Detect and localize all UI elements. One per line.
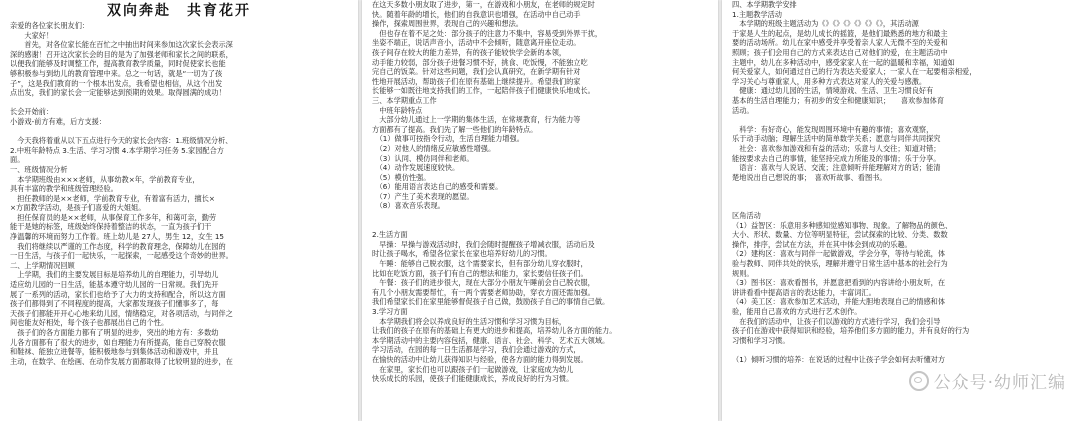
text-line: 担任保育员的是××老师，从事保育工作多年，和蔼可亲，勤劳 [10, 212, 217, 222]
document-page-2 [362, 0, 718, 421]
text-line: 子”，这是我们教育的一个根本出发点，我希望也相信，从这个出发 [10, 78, 223, 88]
document-page-3 [722, 0, 1080, 421]
text-line: 能按要求去自己的事情，能坚持完成力所能及的事情；乐于分享。 [732, 153, 941, 163]
text-line [10, 98, 348, 108]
text-line: 点出发，我们的家长会一定能够达到预期的效果。取得圆满的成功！ [10, 88, 226, 98]
text-line: 深的感谢！召开这次家长会的目的是为了加强老师和家长之间的联系， [10, 49, 233, 59]
text-line [732, 182, 1070, 192]
text-line: 孩子们都得到了不同程度的提高，大家都发现孩子们懂事多了，每 [10, 299, 219, 309]
text-line: 习惯和学习习惯。 [732, 335, 790, 345]
watermark [909, 368, 1066, 393]
text-line: 在这天多数小朋友取了进步，第一，在游戏和小朋友，在老师的规定时 [372, 0, 595, 9]
text-line: （1）倾听习惯的培养：在说话的过程中让孩子学会如何去听懂对方 [732, 354, 946, 364]
text-line: 时让孩子喝水，希望各位家长在家也培养好幼儿的习惯。 [372, 249, 552, 259]
text-line: 展了一系列的活动，家长们也给予了大力的支持和配合，所以这方面 [10, 289, 226, 299]
text-line: （1）做事可按指令行动，生活自理能力增强。 [372, 134, 524, 144]
text-line: 一、班级情况分析 [10, 164, 68, 174]
text-line: 基本的生活自理能力；有初步的安全和健康知识； 喜欢参加体育 [732, 95, 945, 105]
text-line [372, 211, 708, 221]
text-line: 科学：有好奇心，能发现周围环境中有趣的事情；喜欢观察， [732, 124, 934, 134]
page-1-body [10, 21, 348, 366]
text-line: 3.学习方面 [372, 307, 408, 316]
text-line: 我们将继续以严谨的工作态度，科学的教育理念，保障幼儿在园的 [10, 241, 226, 251]
text-line: 区角活动 [732, 211, 761, 221]
text-line: 在我们的活动中，让孩子们以游戏的方式进行学习，我们会引导 [732, 316, 941, 326]
text-line: 主动，在数学、在绘画、在动作发展方面都取得了比较明显的进步，在 [10, 356, 233, 366]
text-line: 午餐：孩子们的进步很大，现在大部分小朋友午睡前会自己脱衣服， [372, 278, 595, 288]
text-line: 于家是人生的起点，是幼儿成长的摇篮，是他们最熟悉的地方和最主 [732, 28, 948, 38]
text-line: 验与教师、同伴共处的快乐，理解并遵守日常生活中基本的社会行为 [732, 259, 948, 269]
text-line: 大部分幼儿通过上一学期的集体生活，在常规教育，行为能力等 [372, 115, 581, 125]
text-line: 四、本学期教学安排 [732, 0, 797, 9]
text-line: 以便我们能够及时调整工作，提高教育教学质量，同时促使家长也能 [10, 59, 226, 69]
text-line: （4）动作发展速度较快。 [372, 163, 460, 173]
page-3-body [732, 0, 1070, 365]
text-line: 本学期班级由×××老师，从事幼教×年，学前教育专业， [10, 174, 200, 184]
text-line: 大小、形状、数量、方位等明显特征，尝试探索的比较、分类、数数 [732, 230, 948, 240]
text-line: 担任教师的是××老师，学前教育专业，有着富有活力，擅长× [10, 193, 215, 203]
text-line: 天孩子们都能开开心心地来幼儿园，情绪稳定，对各项活动，与同伴之 [10, 308, 233, 318]
text-line: （7）产生了美术表现的愿望。 [372, 191, 474, 201]
text-line: 我们希望家长们在家里能够督促孩子自己做，鼓励孩子自己的事情自己做。 [372, 297, 610, 307]
text-line: 长能够一如既往地支持我们的工作，一起陪伴孩子们健康快乐地成长。 [372, 86, 595, 96]
text-line: 让我们的孩子在原有的基础上有更大的进步和提高，培养幼儿各方面的能力。 [372, 326, 617, 336]
text-line: 活动。 [732, 105, 754, 115]
text-line: 和鞋袜、能独立进餐等，能积极地参与到集体活动和游戏中，并且 [10, 347, 219, 357]
text-line: 2.生活方面 [372, 230, 408, 240]
text-line: 方面都有了提高。我们先了解一些他们的年龄特点。 [372, 124, 538, 134]
text-line [732, 192, 1070, 202]
text-line: 社会：喜欢参加游戏和有益的活动；乐意与人交往；知道对错； [732, 143, 941, 153]
text-line: （6）能用语言表达自己的感受和需要。 [372, 182, 503, 192]
text-line [732, 345, 1070, 355]
text-line: 健康：通过幼儿园的生活，情境游戏、生活、卫生习惯良好有 [732, 86, 934, 96]
text-line: 学习关心与尊重家人，用多种方式表达对家人的关爱与感激。 [732, 76, 927, 86]
text-line: 本学期活动中的主要内容包括，健康、语言、社会、科学、艺术五大领域。 [372, 335, 610, 345]
text-line: （2）建构区：喜欢与同伴一起做游戏，学会分享，等待与轮流，体 [732, 249, 946, 259]
text-line: 2.中班年龄特点 3.生活、学习习惯 4.本学期学习任务 5.家园配合方 [10, 145, 224, 155]
page-2-body [372, 0, 708, 384]
text-line: 大家好！ [10, 30, 54, 40]
text-line [732, 115, 1070, 125]
text-line: 适应幼儿园的一日生活，能基本遵守幼儿园的一日常规。我们先开 [10, 280, 219, 290]
text-line: 有几个小朋友需要帮忙，有一两个需要老师协助，穿衣方面还需加强。 [372, 287, 595, 297]
text-line: 早操：早操与游戏活动时，我们会随时提醒孩子增减衣服，活动后及 [372, 239, 595, 249]
text-line: 乐于动手动脑；理解生活中的简单数学关系；愿意与同伴共同探究 [732, 134, 941, 144]
text-line: 长会开始前： [10, 107, 54, 117]
text-line: 学习活动，在园的每一日生活都是学习，我们会通过游戏的方式， [372, 345, 581, 355]
text-line: 语言：喜欢与人说话、交流；注意倾听并能理解对方的话；能清 [732, 163, 941, 173]
text-line: 中班年龄特点 [372, 105, 423, 115]
text-line: 在愉快的活动中让幼儿获得知识与经验，使各方面的能力得到发展。 [372, 354, 588, 364]
text-line: 性地开展活动，帮助孩子们在原有基础上继续提升。希望我们的家 [372, 76, 581, 86]
text-line: （3）图书区：喜欢看图书，并愿意把看到的内容讲给小朋友听，在 [732, 278, 946, 288]
text-line [372, 221, 708, 231]
text-line: （1）益智区：乐意用多种感知觉感知事物、现象。了解物品的颜色、 [732, 220, 953, 230]
text-line: （2）对他人的情绪反应敏感性增强。 [372, 143, 496, 153]
text-line: （3）认同、模仿同伴和老师。 [372, 153, 474, 163]
text-line: 但也存在着不足之处：部分孩子的注意力不集中，容易受到外界干扰， [372, 28, 603, 38]
text-line: 要的活动场所。幼儿在家中感受并享受着亲人家人无微不至的关爱和 [732, 38, 948, 48]
text-line: 规则。 [732, 268, 754, 278]
text-line: 三、本学期重点工作 [372, 95, 437, 105]
wechat-icon [909, 371, 929, 391]
text-line: 快。随着年龄的增长，他们的自我意识也增强，在活动中自己动手 [372, 9, 581, 19]
text-line: 楚地说出自己想说的事； 喜欢听故事、看图书。 [732, 172, 887, 182]
text-line: 能干是她的标签，班级始终保持着整洁的状态，一直为孩子们干 [10, 222, 212, 232]
text-line: 照顾；孩子们会用自己的方式来表达自己对他们的爱，在主题活动中 [732, 47, 948, 57]
text-line: 净温馨的环境而努力工作着。班上幼儿是 27人，男生 12，女生 15 [10, 232, 224, 242]
text-line: （5）模仿性强。 [372, 172, 431, 182]
document-title: 双向奔赴 共育花开 [107, 3, 251, 19]
text-line: 孩子们的各方面能力都有了明显的进步，突出的地方有：多数幼 [10, 328, 219, 337]
text-line: 坐姿不端正，说话声音小，活动中不会倾听，随意离开座位走动。 [372, 38, 581, 48]
text-line: 午睡：能够自己脱衣服，这个需要家长，但有部分幼儿穿衣服时， [372, 259, 588, 269]
watermark-text: 公众号·幼师汇编 [933, 373, 1066, 393]
text-line: 验，能用自己喜欢的方式进行艺术创作。 [732, 307, 862, 316]
text-line [732, 201, 1070, 211]
text-line: 主题中，幼儿在多种活动中，感受家家人在一起的温暖和幸福，知道如 [732, 57, 955, 67]
text-line: 本学期的班级主题活动为《》《》《》《》《》《》，其活动源 [732, 19, 919, 29]
text-line: 比如在吃饭方面，孩子们有自己的想法和能力，家长要信任孩子们。 [372, 268, 588, 278]
text-line: 完自己的饭菜。针对这些问题，我们会认真研究，在新学期有针对 [372, 67, 581, 77]
text-line: 亲爱的各位家长朋友们： [10, 21, 90, 30]
text-line: （8）喜欢音乐表现。 [372, 201, 445, 211]
text-line: 孩子们在游戏中获得知识和经验，培养他们多方面的能力，并有良好的行为 [732, 326, 970, 336]
text-line: 讲讲看看中提高语言的表达能力，丰富词汇。 [732, 287, 876, 297]
text-line: 孩子间存在较大的能力差异，有的孩子能较快学会新的本领， [372, 47, 567, 57]
text-line: 今天我将着重从以下五点进行今天的家长会内容：1.班级情况分析、 [10, 136, 233, 146]
text-line: 二、上学期情况回顾 [10, 260, 75, 270]
text-line: 操作，探索周围世界，表现自己的兴趣和想法。 [372, 19, 523, 29]
text-line [10, 127, 348, 137]
document-page-1 [0, 0, 358, 421]
text-line: 具有丰富的教学和班级管理经验。 [10, 184, 118, 194]
text-line: 上学期，我们的主要发展目标是培养幼儿的自理能力，引导幼儿 [10, 270, 219, 280]
text-line: 小游戏-前方有难，后方支援： [10, 116, 107, 126]
text-line: 首先，对各位家长能在百忙之中抽出时间来参加这次家长会表示深 [10, 40, 233, 50]
text-line: 间也能友好相处，每个孩子也都展出自己的个性。 [10, 318, 169, 328]
text-line: 何关爱家人，如何通过自己的行为表达关爱家人；一家人在一起要相亲相爱， [732, 67, 977, 77]
text-line: 够积极参与到幼儿的教育管理中来。总之一句话，就是“一切为了孩 [10, 68, 223, 78]
text-line: 本学期我们将会以养成良好的生活习惯和学习习惯为目标， [372, 316, 567, 326]
text-line: 快乐成长的乐园，使孩子们能健康成长，养成良好的行为习惯。 [372, 374, 574, 384]
text-line: 一日生活，与孩子们一起快乐，一起探索，一起感受这个奇妙的世界。 [10, 251, 233, 261]
text-line: 在家里，家长们也可以跟孩子们一起做游戏，让家庭成为幼儿 [372, 364, 574, 374]
text-line: （4）美工区：喜欢参加艺术活动，并能大胆地表现自己的情感和体 [732, 297, 946, 307]
text-line: 操作，排序，尝试在方法，并在其中体会到成功的乐趣。 [732, 239, 912, 249]
text-line: 动手能力较弱，部分孩子进餐习惯不好，挑食、吃饭慢，不能独立吃 [372, 57, 588, 67]
text-line: 面。 [10, 155, 25, 165]
text-line: 1.主题教学活动 [732, 9, 782, 19]
text-line: 儿各方面都有了很大的进步，如自理能力有所提高，能自己穿脱衣服 [10, 337, 226, 347]
text-line: ×方面教学活动，是孩子们喜爱的大姐姐。 [10, 203, 146, 213]
